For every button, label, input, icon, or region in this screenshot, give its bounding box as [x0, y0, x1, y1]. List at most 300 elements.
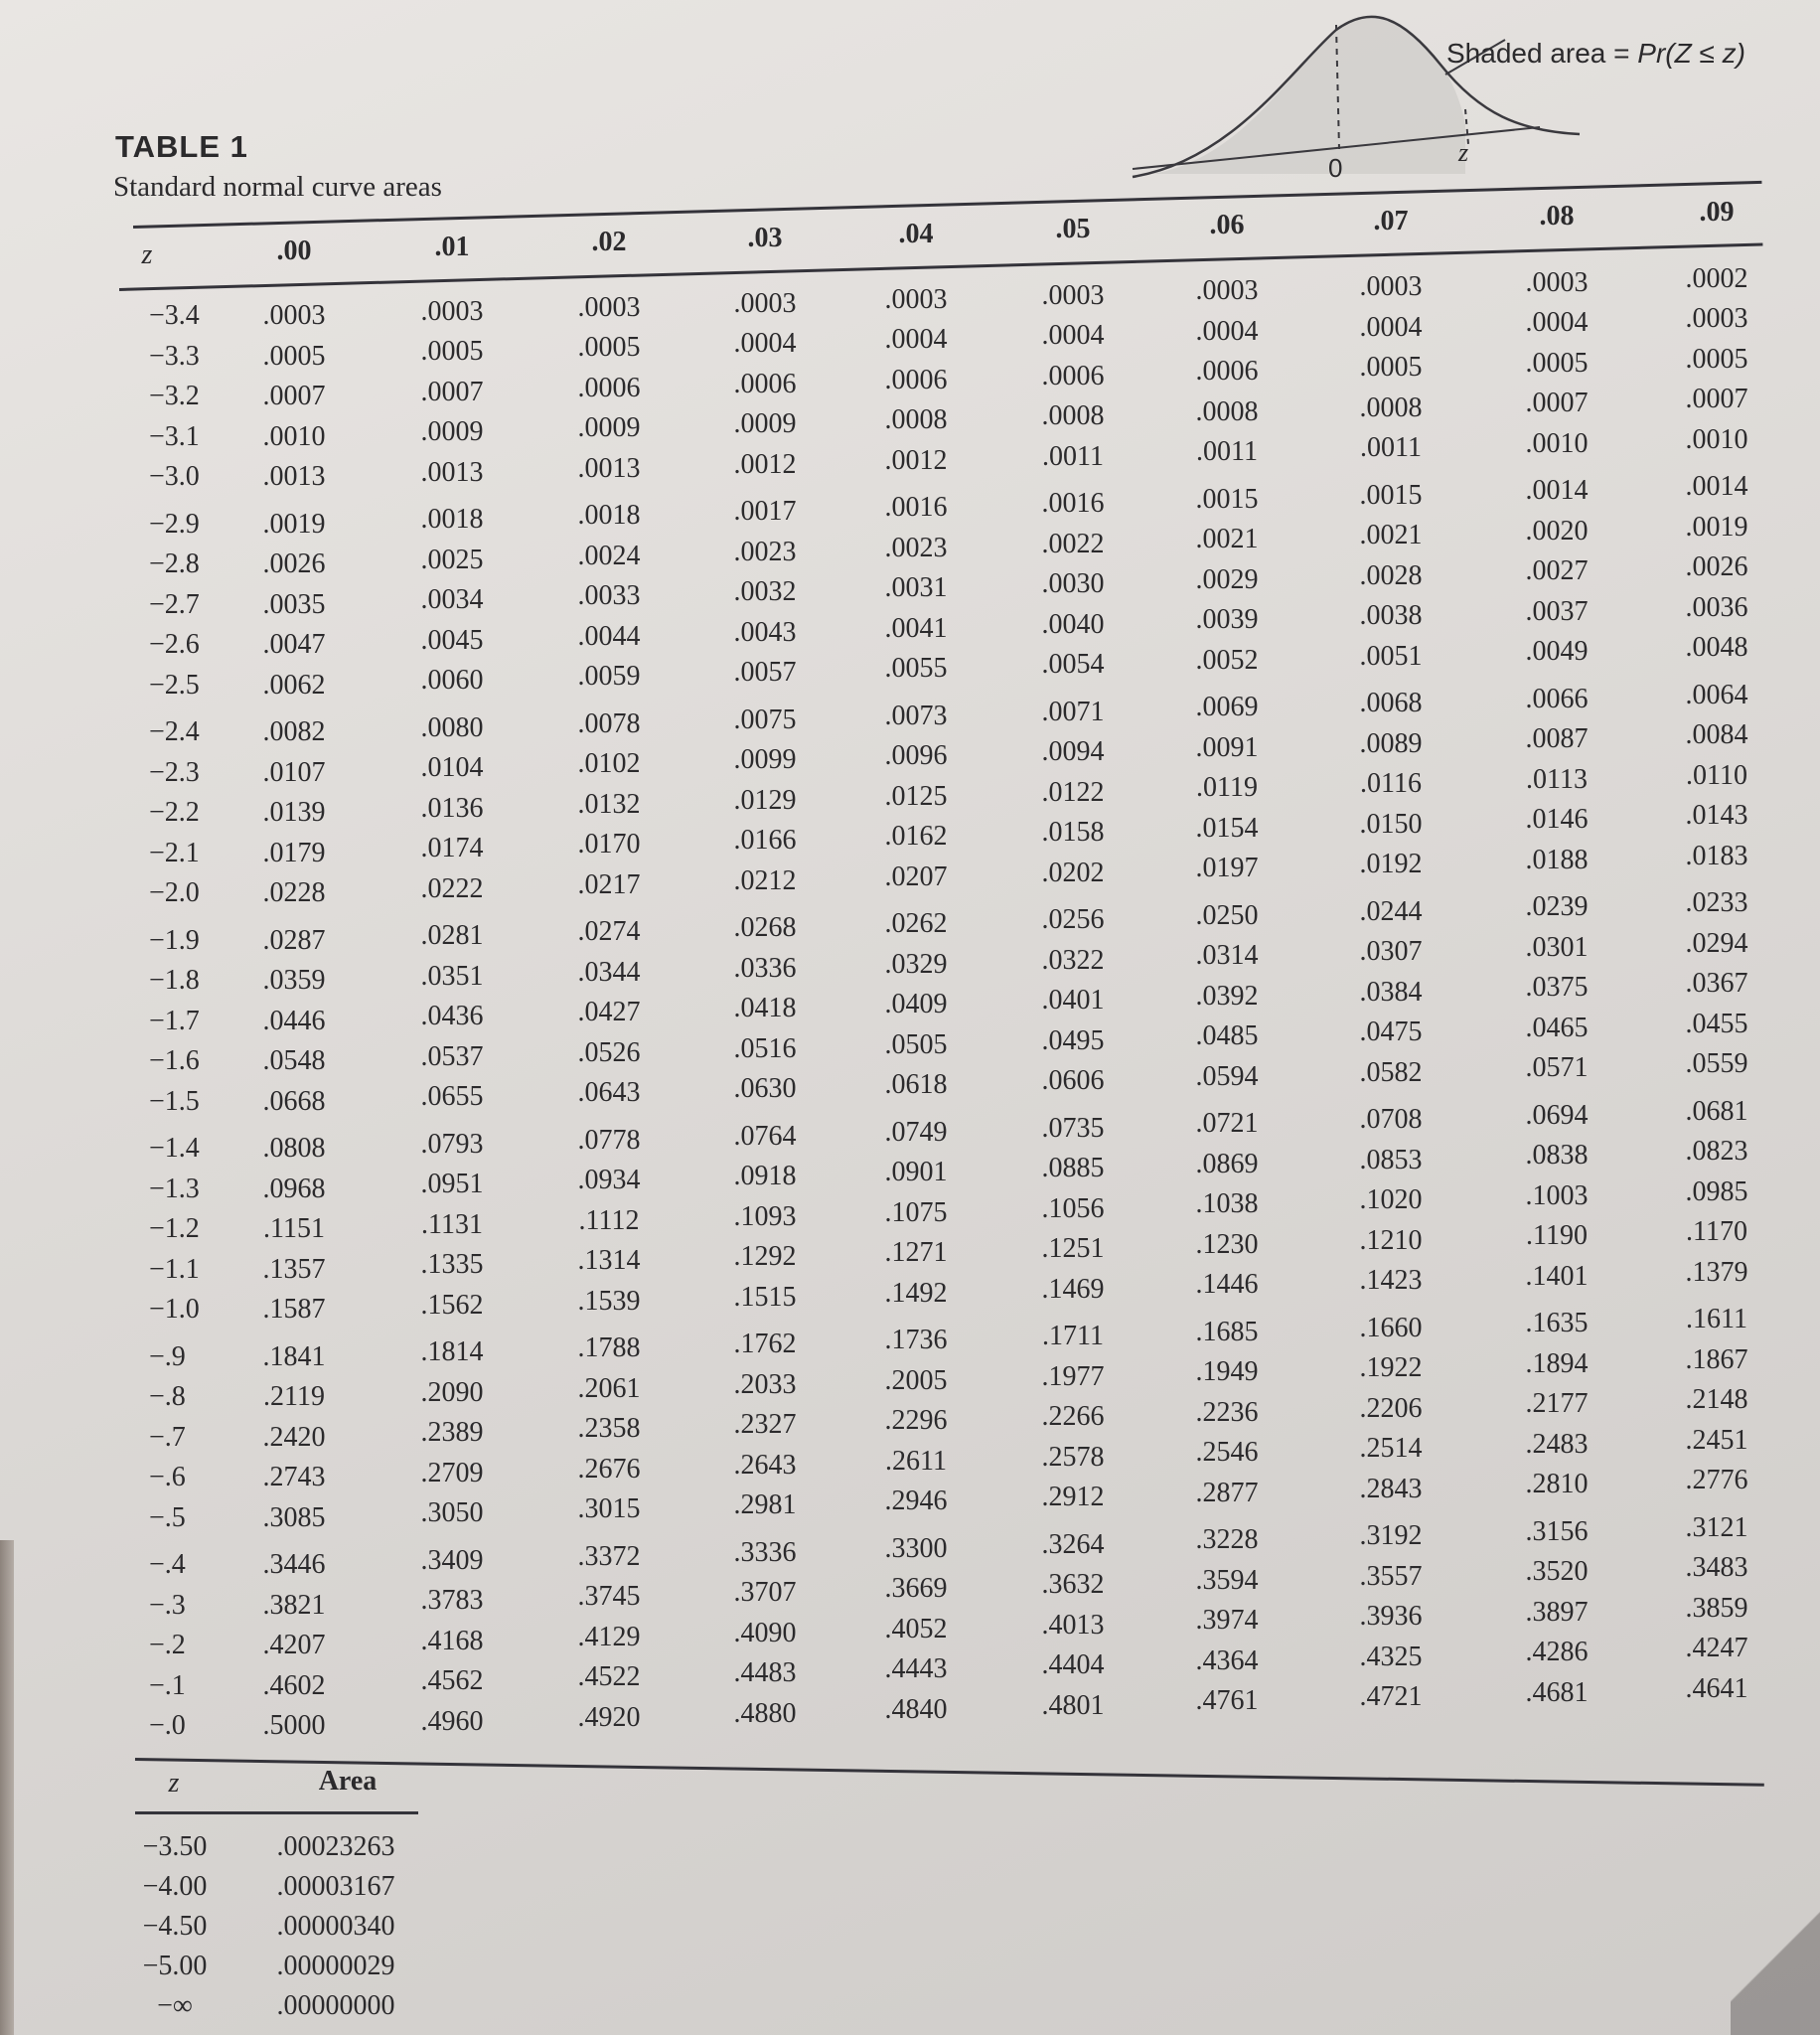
table-cell: .0968 [262, 1173, 326, 1204]
table-cell: .1357 [262, 1253, 326, 1285]
table-cell: .3336 [733, 1536, 797, 1568]
table-cell: .2810 [1525, 1469, 1589, 1500]
table-cell: .0250 [1195, 899, 1259, 931]
table-cell: .0047 [262, 629, 326, 660]
table-cell: .0708 [1359, 1104, 1423, 1136]
table-cell: .0274 [577, 916, 641, 948]
table-cell: .0139 [262, 797, 326, 828]
table-cell: .0013 [577, 452, 641, 484]
table-cell: .0537 [420, 1040, 484, 1072]
table-cell: .1685 [1195, 1316, 1259, 1347]
table-cell: .0019 [1685, 511, 1748, 543]
ext-header-rule [135, 1811, 418, 1814]
table-cell: .3446 [262, 1549, 326, 1580]
table-cell: .0026 [262, 548, 326, 579]
table-cell: .0035 [262, 588, 326, 620]
table-cell: .0078 [577, 707, 641, 739]
table-cell: .0869 [1195, 1148, 1259, 1179]
table-cell: .0011 [1042, 440, 1104, 472]
table-cell: .1867 [1685, 1343, 1748, 1375]
table-cell: .0197 [1195, 853, 1259, 884]
table-cell: .1170 [1686, 1216, 1747, 1248]
table-cell: .2643 [733, 1449, 797, 1481]
table-subtitle: Standard normal curve areas [113, 171, 442, 203]
row-z-label: −1.4 [149, 1133, 200, 1164]
table-cell: .0032 [733, 576, 797, 608]
table-cell: .0222 [420, 872, 484, 904]
table-cell: .0174 [420, 833, 484, 864]
table-cell: .2005 [884, 1364, 948, 1396]
table-cell: .0018 [420, 504, 484, 536]
table-cell: .2451 [1685, 1424, 1748, 1456]
table-cell: .1251 [1041, 1233, 1105, 1265]
table-cell: .0183 [1685, 840, 1748, 871]
table-cell: .0009 [420, 416, 484, 448]
table-cell: .0013 [420, 456, 484, 488]
column-header-08: .08 [1539, 200, 1575, 232]
column-header-z: z [141, 239, 153, 270]
table-cell: .1515 [733, 1281, 797, 1313]
table-cell: .1151 [263, 1213, 325, 1244]
table-cell: .0158 [1041, 817, 1105, 849]
table-cell: .0985 [1685, 1175, 1748, 1207]
table-cell: .0082 [262, 716, 326, 747]
table-cell: .0004 [1359, 311, 1423, 343]
table-cell: .4168 [420, 1625, 484, 1656]
table-cell: .0113 [1526, 763, 1588, 795]
table-cell: .0023 [884, 532, 948, 563]
table-cell: .0606 [1041, 1065, 1105, 1097]
table-cell: .0212 [733, 864, 797, 896]
table-cell: .0132 [577, 788, 641, 820]
table-cell: .0009 [577, 412, 641, 444]
table-cell: .0548 [262, 1045, 326, 1076]
table-cell: .0075 [733, 704, 797, 735]
table-cell: .0170 [577, 829, 641, 861]
table-cell: .0179 [262, 837, 326, 868]
table-cell: .0028 [1359, 559, 1423, 591]
table-cell: .4602 [262, 1669, 326, 1701]
table-cell: .2514 [1359, 1433, 1423, 1465]
table-cell: .1446 [1195, 1269, 1259, 1301]
table-cell: .0668 [262, 1085, 326, 1117]
table-cell: .4960 [420, 1705, 484, 1737]
table-cell: .0059 [577, 661, 641, 693]
table-cell: .0014 [1685, 471, 1748, 503]
table-cell: .0694 [1525, 1099, 1589, 1131]
table-cell: .0016 [884, 492, 948, 524]
table-cell: .4207 [262, 1630, 326, 1660]
table-cell: .0409 [884, 989, 948, 1020]
table-cell: .0107 [262, 756, 326, 788]
table-cell: .1611 [1686, 1304, 1747, 1335]
table-cell: .1711 [1042, 1321, 1104, 1352]
table-cell: .0010 [1685, 423, 1748, 455]
table-cell: .0154 [1195, 812, 1259, 844]
row-z-label: −2.6 [149, 629, 200, 660]
table-cell: .0256 [1041, 904, 1105, 936]
table-cell: .4681 [1525, 1676, 1589, 1708]
ext-row-z: −3.50 [142, 1831, 208, 1862]
row-z-label: −3.2 [149, 381, 200, 411]
table-cell: .3409 [420, 1544, 484, 1576]
table-cell: .0022 [1041, 528, 1105, 559]
table-cell: .4325 [1359, 1641, 1423, 1672]
table-cell: .0011 [1196, 436, 1258, 468]
column-header-09: .09 [1699, 196, 1735, 228]
table-cell: .0228 [262, 877, 326, 908]
curve-caption-prefix: Shaded area = [1446, 38, 1638, 69]
table-cell: .0188 [1525, 844, 1589, 875]
table-cell: .0036 [1685, 591, 1748, 623]
table-cell: .0853 [1359, 1144, 1423, 1175]
ext-header-z: z [168, 1768, 180, 1799]
table-cell: .1894 [1525, 1347, 1589, 1379]
table-cell: .0582 [1359, 1056, 1423, 1088]
row-z-label: −1.1 [149, 1253, 200, 1285]
table-cell: .2843 [1359, 1473, 1423, 1504]
table-cell: .1814 [420, 1336, 484, 1368]
table-cell: .0048 [1685, 632, 1748, 664]
table-cell: .0013 [262, 461, 326, 492]
ext-row-z: −5.00 [142, 1951, 208, 1981]
table-cell: .0207 [884, 861, 948, 892]
table-cell: .0054 [1041, 649, 1105, 681]
row-z-label: −2.7 [149, 588, 200, 620]
table-cell: .0885 [1041, 1153, 1105, 1184]
table-cell: .4404 [1041, 1649, 1105, 1681]
row-z-label: −1.7 [149, 1005, 200, 1036]
table-cell: .0217 [577, 868, 641, 900]
table-cell: .1469 [1041, 1273, 1105, 1305]
table-cell: .0006 [1041, 360, 1105, 391]
table-cell: .3050 [420, 1497, 484, 1529]
table-cell: .1190 [1526, 1220, 1588, 1252]
table-cell: .0314 [1195, 940, 1259, 972]
table-cell: .3015 [577, 1493, 641, 1525]
row-z-label: −.2 [149, 1630, 186, 1660]
table-cell: .0934 [577, 1165, 641, 1196]
table-cell: .1492 [884, 1277, 948, 1309]
table-cell: .0008 [884, 404, 948, 436]
row-z-label: −2.4 [149, 716, 200, 747]
table-cell: .0069 [1195, 692, 1259, 723]
table-cell: .0262 [884, 908, 948, 940]
table-cell: .2946 [884, 1486, 948, 1517]
table-cell: .2912 [1041, 1482, 1105, 1513]
table-cell: .0146 [1525, 804, 1589, 836]
table-cell: .0485 [1195, 1020, 1259, 1052]
table-cell: .0003 [1525, 266, 1589, 298]
table-cell: .3897 [1525, 1596, 1589, 1628]
table-cell: .0281 [420, 920, 484, 952]
table-cell: .0446 [262, 1005, 326, 1036]
table-cell: .2483 [1525, 1428, 1589, 1460]
table-cell: .4247 [1685, 1633, 1748, 1664]
table-cell: .0038 [1359, 600, 1423, 632]
table-cell: .0418 [733, 993, 797, 1024]
table-cell: .2877 [1195, 1477, 1259, 1508]
table-cell: .0026 [1685, 551, 1748, 583]
table-cell: .0329 [884, 948, 948, 980]
table-cell: .0024 [577, 540, 641, 571]
table-cell: .0136 [420, 792, 484, 824]
table-cell: .0465 [1525, 1012, 1589, 1043]
table-cell: .0068 [1359, 688, 1423, 719]
ext-header-area: Area [318, 1766, 378, 1797]
table-cell: .0006 [733, 368, 797, 399]
table-cell: .2546 [1195, 1437, 1259, 1469]
table-cell: .0087 [1525, 723, 1589, 755]
table-cell: .0005 [1525, 347, 1589, 379]
table-cell: .0027 [1525, 555, 1589, 587]
table-cell: .0268 [733, 912, 797, 944]
table-cell: .2119 [263, 1381, 325, 1412]
table-cell: .2743 [262, 1462, 326, 1492]
table-cell: .2420 [262, 1421, 326, 1453]
table-cell: .3936 [1359, 1601, 1423, 1633]
curve-caption-formula: Pr(Z ≤ z) [1637, 38, 1745, 69]
table-cell: .0104 [420, 752, 484, 784]
table-cell: .3156 [1525, 1515, 1589, 1547]
table-cell: .1038 [1195, 1188, 1259, 1220]
table-cell: .0089 [1359, 727, 1423, 759]
table-cell: .0008 [1359, 391, 1423, 423]
table-cell: .0010 [1525, 427, 1589, 459]
row-z-label: −.6 [149, 1462, 186, 1492]
table-cell: .0037 [1525, 595, 1589, 627]
table-cell: .0040 [1041, 608, 1105, 640]
table-cell: .0455 [1685, 1008, 1748, 1039]
table-cell: .0006 [1195, 356, 1259, 388]
table-cell: .5000 [262, 1710, 326, 1741]
table-cell: .0010 [262, 420, 326, 452]
row-z-label: −1.5 [149, 1085, 200, 1117]
table-cell: .0119 [1196, 772, 1258, 804]
table-cell: .2709 [420, 1457, 484, 1488]
table-cell: .0005 [1359, 352, 1423, 384]
table-cell: .0384 [1359, 976, 1423, 1008]
table-cell: .0003 [1195, 275, 1259, 307]
table-cell: .1841 [262, 1340, 326, 1372]
table-cell: .4920 [577, 1701, 641, 1733]
table-cell: .0043 [733, 616, 797, 648]
table-cell: .0823 [1685, 1136, 1748, 1168]
row-z-label: −3.0 [149, 461, 200, 492]
table-cell: .2611 [885, 1445, 947, 1477]
table-cell: .0012 [884, 444, 948, 476]
table-cell: .0003 [1685, 303, 1748, 335]
column-header-03: .03 [747, 222, 783, 253]
table-cell: .1736 [884, 1325, 948, 1356]
table-cell: .0110 [1686, 759, 1747, 791]
row-z-label: −2.8 [149, 548, 200, 579]
table-cell: .0008 [1195, 395, 1259, 427]
row-z-label: −.9 [149, 1340, 186, 1372]
table-cell: .0475 [1359, 1017, 1423, 1048]
table-cell: .0015 [1195, 483, 1259, 515]
table-cell: .0005 [1685, 343, 1748, 375]
table-cell: .0066 [1525, 683, 1589, 714]
table-cell: .4880 [733, 1697, 797, 1729]
table-cell: .3228 [1195, 1524, 1259, 1556]
table-cell: .1075 [884, 1196, 948, 1228]
table-cell: .0749 [884, 1116, 948, 1148]
table-cell: .0735 [1041, 1112, 1105, 1144]
table-cell: .0004 [1041, 320, 1105, 352]
table-cell: .4840 [884, 1693, 948, 1725]
table-cell: .0016 [1041, 488, 1105, 520]
table-cell: .0526 [577, 1036, 641, 1068]
row-z-label: −3.3 [149, 340, 200, 372]
ext-row-z: −4.50 [142, 1911, 208, 1942]
row-z-label: −.3 [149, 1589, 186, 1621]
table-cell: .0125 [884, 780, 948, 812]
table-cell: .4129 [577, 1621, 641, 1652]
table-cell: .0029 [1195, 563, 1259, 595]
table-cell: .0322 [1041, 944, 1105, 976]
table-cell: .1271 [884, 1237, 948, 1269]
table-cell: .0030 [1041, 568, 1105, 600]
table-cell: .0681 [1685, 1095, 1748, 1127]
table-cell: .0239 [1525, 891, 1589, 923]
table-cell: .0019 [262, 508, 326, 540]
table-cell: .3859 [1685, 1592, 1748, 1624]
table-cell: .1539 [577, 1285, 641, 1317]
row-z-label: −1.0 [149, 1294, 200, 1325]
row-z-label: −2.3 [149, 756, 200, 788]
table-cell: .1292 [733, 1241, 797, 1273]
row-z-label: −.8 [149, 1381, 186, 1412]
table-cell: .0007 [1525, 388, 1589, 419]
table-cell: .1562 [420, 1289, 484, 1321]
table-cell: .3557 [1359, 1560, 1423, 1592]
table-cell: .1977 [1041, 1360, 1105, 1392]
table-cell: .1335 [420, 1249, 484, 1281]
table-cell: .4562 [420, 1665, 484, 1697]
table-cell: .1401 [1525, 1260, 1589, 1292]
table-cell: .2177 [1525, 1388, 1589, 1420]
table-cell: .3520 [1525, 1556, 1589, 1588]
table-cell: .0294 [1685, 927, 1748, 959]
table-cell: .0559 [1685, 1048, 1748, 1080]
table-cell: .2389 [420, 1417, 484, 1449]
table-cell: .0003 [884, 283, 948, 315]
table-cell: .2148 [1685, 1384, 1748, 1416]
table-cell: .2327 [733, 1409, 797, 1441]
row-z-label: −2.0 [149, 877, 200, 908]
table-cell: .0192 [1359, 849, 1423, 880]
table-cell: .0307 [1359, 936, 1423, 968]
table-cell: .0073 [884, 700, 948, 731]
table-cell: .3594 [1195, 1564, 1259, 1596]
table-cell: .0495 [1041, 1024, 1105, 1056]
table-cell: .0244 [1359, 895, 1423, 927]
table-cell: .4721 [1359, 1681, 1423, 1713]
table-cell: .0594 [1195, 1060, 1259, 1092]
column-header-00: .00 [276, 235, 312, 266]
table-cell: .0099 [733, 744, 797, 776]
curve-zero-label: 0 [1328, 153, 1343, 183]
table-cell: .0287 [262, 924, 326, 956]
table-cell: .0764 [733, 1120, 797, 1152]
table-title: TABLE 1 [115, 129, 248, 164]
table-cell: .0375 [1525, 972, 1589, 1004]
table-cell: .0015 [1359, 479, 1423, 511]
ext-row-area: .00000029 [276, 1951, 395, 1981]
table-cell: .3669 [884, 1573, 948, 1605]
table-cell: .0233 [1685, 887, 1748, 919]
row-z-label: −.0 [149, 1710, 186, 1741]
table-cell: .0052 [1195, 644, 1259, 676]
table-cell: .2981 [733, 1489, 797, 1521]
row-z-label: −.1 [149, 1669, 186, 1701]
row-z-label: −1.2 [149, 1213, 200, 1244]
table-cell: .4761 [1195, 1685, 1259, 1717]
row-z-label: −.5 [149, 1501, 186, 1533]
row-z-label: −2.5 [149, 669, 200, 701]
table-cell: .1131 [421, 1208, 483, 1240]
table-cell: .0344 [577, 956, 641, 988]
table-cell: .0150 [1359, 808, 1423, 840]
row-z-label: −1.3 [149, 1173, 200, 1204]
table-cell: .0005 [262, 340, 326, 372]
table-cell: .1660 [1359, 1312, 1423, 1343]
table-cell: .2578 [1041, 1441, 1105, 1473]
table-cell: .0060 [420, 665, 484, 697]
table-cell: .1210 [1359, 1224, 1423, 1256]
table-cell: .4013 [1041, 1609, 1105, 1641]
table-cell: .0655 [420, 1081, 484, 1113]
table-cell: .0049 [1525, 636, 1589, 668]
column-header-01: .01 [434, 231, 470, 262]
column-header-02: .02 [591, 227, 627, 258]
table-cell: .1003 [1525, 1179, 1589, 1211]
table-cell: .0004 [884, 324, 948, 356]
table-cell: .0096 [884, 740, 948, 772]
table-cell: .3707 [733, 1577, 797, 1609]
row-z-label: −1.6 [149, 1045, 200, 1076]
table-cell: .2206 [1359, 1392, 1423, 1424]
table-cell: .0084 [1685, 719, 1748, 751]
table-cell: .1762 [733, 1329, 797, 1360]
table-cell: .0064 [1685, 679, 1748, 710]
table-cell: .0630 [733, 1073, 797, 1105]
table-cell: .0951 [420, 1169, 484, 1200]
table-cell: .0367 [1685, 968, 1748, 1000]
table-cell: .0003 [577, 291, 641, 323]
table-cell: .1635 [1525, 1308, 1589, 1339]
table-cell: .0129 [733, 784, 797, 816]
table-cell: .0427 [577, 997, 641, 1028]
table-cell: .0051 [1359, 640, 1423, 672]
table-cell: .0014 [1525, 475, 1589, 507]
table-cell: .1949 [1195, 1356, 1259, 1388]
table-cell: .1587 [262, 1294, 326, 1325]
row-z-label: −2.1 [149, 837, 200, 868]
table-cell: .2236 [1195, 1396, 1259, 1428]
table-cell: .2266 [1041, 1401, 1105, 1433]
table-cell: .0055 [884, 653, 948, 685]
table-cell: .0003 [1359, 271, 1423, 303]
table-cell: .0301 [1525, 931, 1589, 963]
table-cell: .2676 [577, 1453, 641, 1485]
table-cell: .3483 [1685, 1552, 1748, 1584]
table-cell: .0643 [577, 1077, 641, 1109]
table-cell: .2090 [420, 1376, 484, 1408]
table-cell: .0017 [733, 496, 797, 528]
table-cell: .0005 [420, 336, 484, 368]
